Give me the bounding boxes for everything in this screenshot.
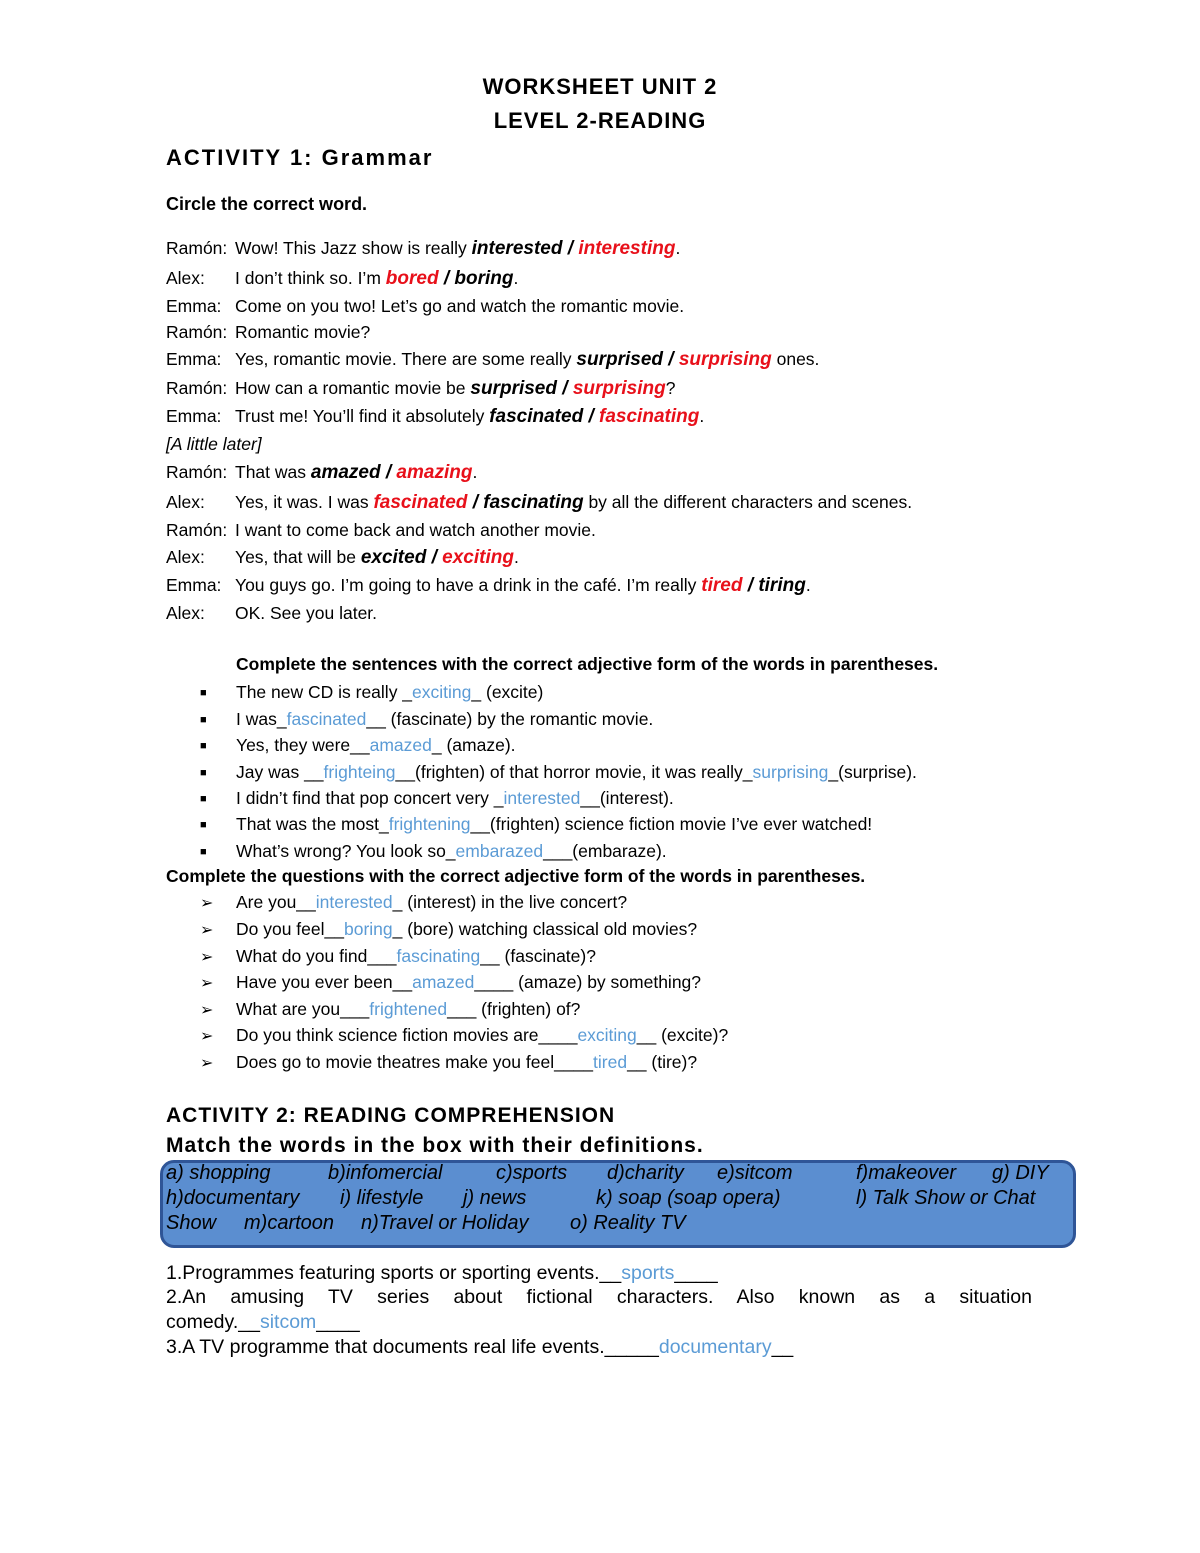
speaker-name: Alex: <box>166 547 205 567</box>
prompt-text: __ <box>771 1336 794 1358</box>
dialogue-text: Yes, it was. I was <box>235 492 374 512</box>
word-option: surprised <box>576 349 663 370</box>
dialogue-text: Yes, that will be <box>235 547 361 567</box>
sentence-item <box>200 682 543 703</box>
prompt-text: __ (excite)? <box>636 1025 729 1045</box>
dialogue-line <box>166 462 477 484</box>
answer-text: amazed <box>369 735 432 755</box>
stage-note: [A little later] <box>166 434 262 454</box>
prompt-text: Yes, they were__ <box>236 735 370 755</box>
box-word: d)charity <box>607 1162 684 1184</box>
word-option: tired <box>701 575 743 596</box>
dialogue-text: ? <box>665 378 676 398</box>
prompt-text: 1.Programmes featuring sports or sporting events.__ <box>166 1262 622 1284</box>
activity2-instruction: Match the words in the box with their definitions. <box>166 1134 704 1157</box>
arrow-bullet-icon: ➢ <box>200 949 214 966</box>
worksheet-subtitle: LEVEL 2-READING <box>493 108 707 133</box>
question-item <box>200 946 596 967</box>
dialogue-line <box>166 268 518 290</box>
dialogue-line <box>166 575 811 597</box>
prompt-text: ___(embaraze). <box>543 841 667 861</box>
prompt-text: _ (excite) <box>471 682 544 702</box>
dialogue-line <box>166 520 596 541</box>
prompt-text: __(frighten) of that horror movie, it was really_ <box>395 762 753 782</box>
dialogue-line <box>166 406 704 428</box>
option-separator: / <box>562 238 579 259</box>
dialogue-text: You guys go. I’m going to have a drink in the café. I’m really <box>235 575 702 595</box>
questions-instruction: Complete the questions with the correct adjective form of the words in parentheses. <box>166 866 866 886</box>
sentence-item <box>200 841 667 862</box>
word-option: interesting <box>578 238 676 259</box>
answer-text: frighteing <box>323 762 396 782</box>
activity2-heading: ACTIVITY 2: READING COMPREHENSION <box>166 1104 616 1127</box>
answer-text: interested <box>503 788 581 808</box>
dialogue-line <box>166 378 675 400</box>
answer-text: surprising <box>752 762 829 782</box>
prompt-text: Do you think science fiction movies are____ <box>236 1025 578 1045</box>
square-bullet-icon: ■ <box>200 687 207 700</box>
prompt-text: What are you___ <box>236 999 370 1019</box>
option-separator: / <box>438 268 455 289</box>
square-bullet-icon: ■ <box>200 819 207 832</box>
prompt-text: Are you__ <box>236 892 316 912</box>
question-item <box>200 892 627 913</box>
question-item <box>200 972 701 993</box>
prompt-text: 3.A TV programme that documents real life events._____ <box>166 1336 659 1358</box>
dialogue-text: Come on you two! Let’s go and watch the romantic movie. <box>235 296 685 316</box>
answer-text: exciting <box>412 682 472 702</box>
dialogue-text: . <box>513 268 519 288</box>
dialogue-text: Yes, romantic movie. There are some really <box>235 349 577 369</box>
dialogue-line <box>166 296 684 317</box>
speaker-name: Ramón: <box>166 322 228 342</box>
dialogue-text: . <box>472 462 478 482</box>
dialogue-text: Romantic movie? <box>235 322 371 342</box>
dialogue-line <box>166 322 370 343</box>
square-bullet-icon: ■ <box>200 740 207 753</box>
option-separator: / <box>556 378 573 399</box>
prompt-text: __(frighten) science fiction movie I’ve ever watched! <box>470 814 873 834</box>
box-word: l) Talk Show or Chat <box>856 1187 1036 1209</box>
option-separator: / <box>426 547 443 568</box>
word-option: fascinated <box>373 492 468 513</box>
option-separator: / <box>583 406 600 427</box>
prompt-text: The new CD is really _ <box>236 682 413 702</box>
dialogue-text: I don’t think so. I’m <box>235 268 386 288</box>
box-word: f)makeover <box>856 1162 957 1184</box>
dialogue-text: I want to come back and watch another movie. <box>235 520 596 540</box>
dialogue-text: That was <box>235 462 311 482</box>
prompt-text: What’s wrong? You look so_ <box>236 841 456 861</box>
box-word: e)sitcom <box>717 1162 793 1184</box>
arrow-bullet-icon: ➢ <box>200 922 214 939</box>
question-item <box>200 1052 697 1073</box>
speaker-name: Ramón: <box>166 520 228 540</box>
dialogue-text: Trust me! You’ll find it absolutely <box>235 406 490 426</box>
dialogue-text: Wow! This Jazz show is really <box>235 238 472 258</box>
prompt-text: ____ (amaze) by something? <box>474 972 702 992</box>
activity1-heading: ACTIVITY 1: Grammar <box>166 145 434 170</box>
box-word: n)Travel or Holiday <box>361 1212 529 1234</box>
box-word: g) DIY <box>992 1162 1049 1184</box>
dialogue-text: . <box>513 547 519 567</box>
speaker-name: Emma: <box>166 296 222 316</box>
word-option: amazed <box>310 462 381 483</box>
dialogue-text: ones. <box>771 349 820 369</box>
answer-text: sports <box>621 1262 675 1284</box>
speaker-name: Alex: <box>166 268 205 288</box>
option-separator: / <box>467 492 484 513</box>
dialogue-line <box>166 547 519 569</box>
square-bullet-icon: ■ <box>200 714 207 727</box>
dialogue-text: by all the different characters and scenes. <box>583 492 913 512</box>
box-word: a) shopping <box>166 1162 271 1184</box>
prompt-text: __(interest). <box>580 788 674 808</box>
speaker-name: Emma: <box>166 575 222 595</box>
prompt-text: I didn’t find that pop concert very _ <box>236 788 504 808</box>
definition-item <box>166 1336 793 1359</box>
sentence-item <box>200 814 872 835</box>
word-option: boring <box>454 268 514 289</box>
prompt-text: 2.An amusing TV series about fictional characters. Also known as a situation <box>166 1286 1032 1308</box>
sentence-item <box>200 788 674 809</box>
answer-text: documentary <box>658 1336 772 1358</box>
option-separator: / <box>742 575 759 596</box>
question-item <box>200 919 697 940</box>
prompt-text: comedy.__ <box>166 1311 260 1333</box>
answer-text: frightened <box>369 999 448 1019</box>
definition-item <box>166 1262 718 1285</box>
dialogue-line <box>166 238 680 260</box>
square-bullet-icon: ■ <box>200 846 207 859</box>
speaker-name: Alex: <box>166 603 205 623</box>
dialogue-text: . <box>805 575 811 595</box>
word-option: amazing <box>396 462 473 483</box>
speaker-name: Emma: <box>166 349 222 369</box>
prompt-text: __ (fascinate) by the romantic movie. <box>366 709 654 729</box>
box-word: o) Reality TV <box>570 1212 686 1234</box>
prompt-text: __ (fascinate)? <box>480 946 596 966</box>
definition-item <box>166 1311 360 1334</box>
word-option: surprised <box>470 378 557 399</box>
dialogue-line <box>166 434 262 455</box>
answer-text: amazed <box>412 972 475 992</box>
box-word: h)documentary <box>166 1187 300 1209</box>
box-word: j) news <box>463 1187 527 1209</box>
word-option: fascinating <box>483 492 584 513</box>
box-word: Show <box>166 1212 217 1234</box>
word-option: exciting <box>442 547 514 568</box>
box-word: b)infomercial <box>328 1162 443 1184</box>
prompt-text: _ (bore) watching classical old movies? <box>392 919 698 939</box>
answer-text: boring <box>344 919 393 939</box>
dialogue-text: . <box>699 406 705 426</box>
dialogue-line <box>166 349 819 371</box>
prompt-text: _ (interest) in the live concert? <box>392 892 628 912</box>
word-option: surprising <box>572 378 666 399</box>
arrow-bullet-icon: ➢ <box>200 1002 214 1019</box>
speaker-name: Alex: <box>166 492 205 512</box>
definition-item <box>166 1286 1032 1309</box>
prompt-text: ____ <box>316 1311 360 1333</box>
square-bullet-icon: ■ <box>200 767 207 780</box>
box-word: k) soap (soap opera) <box>596 1187 781 1209</box>
prompt-text: __ (tire)? <box>627 1052 698 1072</box>
answer-text: embarazed <box>455 841 544 861</box>
dialogue-text: . <box>675 238 681 258</box>
prompt-text: _(surprise). <box>828 762 917 782</box>
prompt-text: Do you feel__ <box>236 919 344 939</box>
answer-text: interested <box>315 892 393 912</box>
activity1-instruction: Circle the correct word. <box>166 194 368 214</box>
worksheet-title: WORKSHEET UNIT 2 <box>482 74 718 99</box>
sentences-instruction: Complete the sentences with the correct adjective form of the words in parentheses. <box>236 654 939 674</box>
speaker-name: Emma: <box>166 406 222 426</box>
prompt-text: What do you find___ <box>236 946 397 966</box>
dialogue-text: How can a romantic movie be <box>235 378 471 398</box>
answer-text: tired <box>593 1052 628 1072</box>
prompt-text: ___ (frighten) of? <box>447 999 581 1019</box>
word-option: interested <box>471 238 563 259</box>
prompt-text: That was the most_ <box>236 814 389 834</box>
option-separator: / <box>380 462 397 483</box>
question-item <box>200 999 580 1020</box>
answer-text: exciting <box>577 1025 637 1045</box>
speaker-name: Ramón: <box>166 378 228 398</box>
prompt-text: Jay was __ <box>236 762 324 782</box>
box-word: c)sports <box>496 1162 568 1184</box>
prompt-text: I was_ <box>236 709 287 729</box>
arrow-bullet-icon: ➢ <box>200 895 214 912</box>
question-item <box>200 1025 728 1046</box>
arrow-bullet-icon: ➢ <box>200 1028 214 1045</box>
word-option: bored <box>385 268 439 289</box>
option-separator: / <box>663 349 679 370</box>
square-bullet-icon: ■ <box>200 793 207 806</box>
prompt-text: ____ <box>674 1262 718 1284</box>
word-option: excited <box>360 547 427 568</box>
word-option: tiring <box>758 575 806 596</box>
prompt-text: Does go to movie theatres make you feel____ <box>236 1052 594 1072</box>
dialogue-line <box>166 603 377 624</box>
speaker-name: Ramón: <box>166 238 228 258</box>
word-option: fascinated <box>489 406 584 427</box>
speaker-name: Ramón: <box>166 462 228 482</box>
prompt-text: Have you ever been__ <box>236 972 413 992</box>
answer-text: fascinating <box>396 946 481 966</box>
sentence-item <box>200 735 516 756</box>
word-option: surprising <box>678 349 772 370</box>
arrow-bullet-icon: ➢ <box>200 975 214 992</box>
prompt-text: _ (amaze). <box>431 735 516 755</box>
sentence-item <box>200 709 653 730</box>
box-word: m)cartoon <box>244 1212 335 1234</box>
answer-text: frightening <box>388 814 471 834</box>
dialogue-line <box>166 492 912 514</box>
answer-text: sitcom <box>259 1311 317 1333</box>
sentence-item <box>200 762 917 783</box>
box-word: i) lifestyle <box>340 1187 424 1209</box>
answer-text: fascinated <box>286 709 367 729</box>
word-option: fascinating <box>599 406 700 427</box>
arrow-bullet-icon: ➢ <box>200 1055 214 1072</box>
dialogue-text: OK. See you later. <box>235 603 378 623</box>
